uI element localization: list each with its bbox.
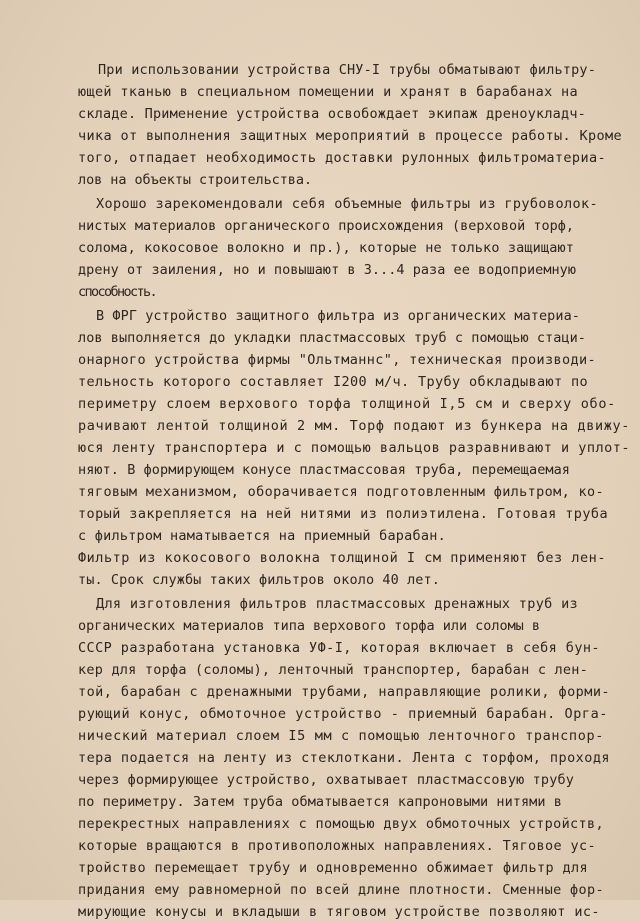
text-line: мирующие конусы и вкладыши в тяговом устройстве позволяют ис- (78, 904, 600, 920)
text-line: торый закрепляется на ней нитями из полиэтилена. Готовая труба (78, 506, 608, 522)
text-line: ющей тканью в специальном помещении и хранят в барабанах на (78, 84, 578, 100)
text-line: лов на объекты строительства. (78, 172, 313, 188)
text-line: няют. В формирующем конусе пластмассовая труба, перемещаемая (78, 462, 570, 478)
text-line: периметру слоем верхового торфа толщиной I,5 см и сверху обо- (78, 396, 616, 412)
text-line: солома, кокосовое волокно и пр.), которые не только защищают (78, 240, 574, 256)
text-line: с фильтром наматывается на приемный барабан. (78, 528, 446, 544)
text-line: придания ему равномерной по всей длине плотности. Сменные фор- (78, 882, 604, 898)
text-line: Хорошо зарекомендовали себя объемные фильтры из грубоволок- (96, 196, 598, 212)
text-line: чика от выполнения защитных мероприятий в процессе работы. Кроме (78, 128, 622, 144)
text-line: нистых материалов органического происхождения (верховой торф, (78, 218, 574, 234)
text-line: тяговым механизмом, оборачивается подготовленным фильтром, ко- (78, 484, 604, 500)
text-line: СССР разработана установка УФ-I, которая включает в себя бун- (78, 640, 600, 656)
text-line: тера подается на ленту из стеклоткани. Лента с торфом, проходя (78, 750, 610, 766)
text-line: дрену от заиления, но и повышают в 3...4 раза ее водоприемную (78, 262, 576, 278)
text-line: которые вращаются в противоположных направлениях. Тяговое ус- (78, 838, 596, 854)
text-line: Фильтр из кокосового волокна толщиной I см применяют без лен- (78, 550, 606, 566)
text-line: складе. Применение устройства освобождает экипаж дреноукладч- (78, 106, 586, 122)
text-line: органических материалов типа верхового торфа или соломы в (78, 618, 540, 634)
text-line: В ФРГ устройство защитного фильтра из органических материа- (96, 308, 580, 324)
text-line: рачивают лентой толщиной 2 мм. Торф подают из бункера на движу- (78, 418, 630, 434)
text-line: способность. (78, 284, 156, 300)
text-line: онарного устройства фирмы "Ольтманнс", техническая производи- (78, 352, 596, 368)
text-line: кер для торфа (соломы), ленточный транспортер, барабан с лен- (78, 662, 588, 678)
text-line: Для изготовления фильтров пластмассовых дренажных труб из (96, 596, 578, 612)
text-line: нический материал слоем I5 мм с помощью ленточного транспор- (78, 728, 604, 744)
text-line: того, отпадает необходимость доставки рулонных фильтроматериа- (78, 150, 606, 166)
text-line: юся ленту транспортера и с помощью вальцов разравнивают и уплот- (78, 440, 630, 456)
text-line: лов выполняется до укладки пластмассовых труб с помощью стаци- (78, 330, 586, 346)
text-line: через формирующее устройство, охватывает пластмассовую трубу (78, 772, 574, 788)
text-line: тельность которого составляет I200 м/ч. Трубу обкладывают по (78, 374, 588, 390)
text-line: по периметру. Затем труба обматывается капроновыми нитями в (78, 794, 562, 810)
text-line: той, барабан с дренажными трубами, направляющие ролики, форми- (78, 684, 610, 700)
text-line: ты. Срок службы таких фильтров около 40 лет. (78, 572, 440, 588)
text-line: рующий конус, обмоточное устройство - приемный барабан. Орга- (78, 706, 608, 722)
text-line: При использовании устройства СНУ-I трубы обматывают фильтру- (98, 62, 596, 78)
text-line: перекрестных направлениях с помощью двух обмоточных устройств, (78, 816, 604, 832)
text-line: тройство перемещает трубу и одновременно обжимает фильтр для (78, 860, 588, 876)
